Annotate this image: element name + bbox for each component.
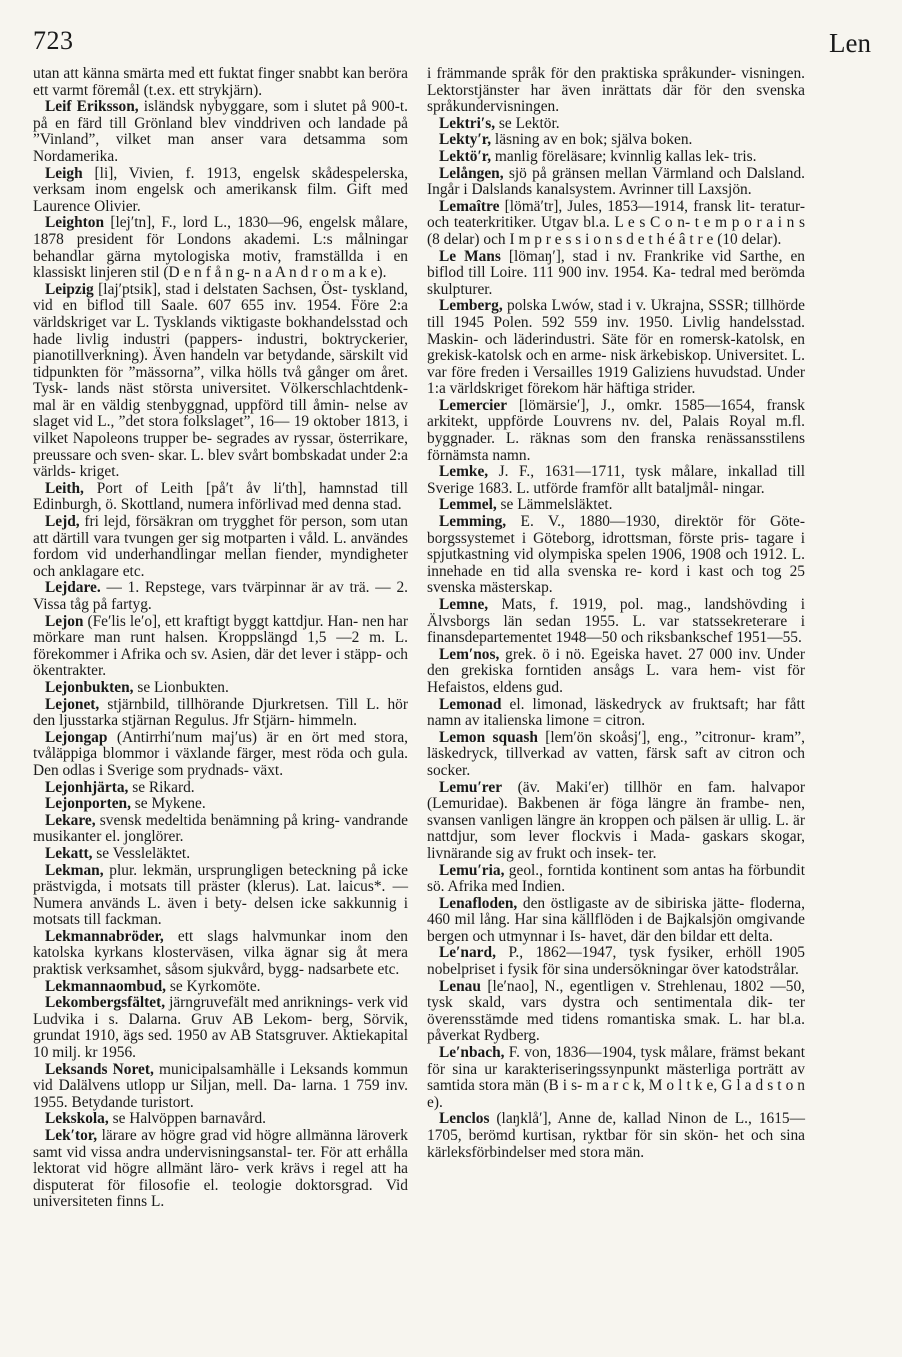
entry-text: se Vessleläktet.: [92, 844, 191, 862]
entry-text: (Antirrhi′num maj′us) är en ört med stora, tvåläppiga blommor i växlande färger, mest röda och gula. Den odlas i Sverige som prydnads- växt.: [33, 728, 408, 779]
right-column: [427, 66, 805, 1161]
entry-text: läsning av en bok; själva boken.: [491, 131, 693, 149]
entry-text: plur. lekmän, ursprungligen beteckning på icke prästvigda, i motsats till präster (klerus). Lat. laicus*. — Numera används L. även i bety- delsen icke sakkunnig i motsats till fackman.: [33, 861, 408, 929]
entry-text: [le′nao], N., egentligen v. Strehlenau, 1802 —50, tysk skald, vars dystra och sentimentala dik- ter överensstämde med tidens romantiska smak. L. har bl.a. påverkat Rydberg.: [427, 977, 805, 1045]
entry-headword: Lemercier: [439, 396, 508, 414]
entry-text: [lömaŋ′], stad i nv. Frankrike vid Sarthe, en biflod till Loire. 111 900 inv. 1954. Ka- tedral med berömda skulpturer.: [427, 247, 805, 298]
dictionary-entry: [427, 166, 805, 199]
dictionary-entry: [33, 282, 408, 481]
entry-headword: Lekatt,: [45, 844, 93, 862]
entry-text: i främmande språk för den praktiska språkunder- visningen. Lektorstjänster har även inrättats där för den svenska språkundervisningen.: [427, 65, 805, 116]
entry-headword: Lemberg,: [439, 297, 503, 315]
entry-headword: Leif Eriksson,: [45, 98, 139, 116]
entry-headword: Leipzig: [45, 280, 94, 298]
entry-text: stjärnbild, tillhörande Djurkretsen. Till L. hör den ljusstarka stjärnan Regulus. Jfr Stjärn- himmeln.: [33, 695, 408, 730]
dictionary-entry: [427, 249, 805, 299]
dictionary-entry: [427, 116, 805, 133]
entry-text: E. V., 1880—1930, direktör för Göte- borgssystemet i Göteborg, idrottsman, förste pris- tagare i spjutkastning vid olympiska spelen 1906, 1908 och 1912. L. innehade en tid alla svenska re- kord i kast och tog 25 svenska mästerskap.: [427, 513, 805, 597]
dictionary-entry: [33, 514, 408, 580]
entry-text: (Fe′lis le′o], ett kraftigt byggt kattdjur. Han- nen har mörkare man runt halsen. Kroppslängd 1,5 —2 m. L. förekommer i Afrika och sv. Asien, där det lever i stäpp- och ökentrakter.: [33, 612, 408, 680]
dictionary-entry: [33, 99, 408, 165]
entry-headword: Leith,: [45, 479, 84, 497]
dictionary-entry: [427, 863, 805, 896]
dictionary-entry: [33, 166, 408, 216]
dictionary-entry: [427, 730, 805, 780]
entry-headword: Lejonporten,: [45, 795, 131, 813]
dictionary-entry: [427, 597, 805, 647]
dictionary-entry: [33, 215, 408, 281]
entry-headword: Lekmannabröder,: [45, 927, 164, 945]
entry-headword: Lek′tor,: [45, 1127, 98, 1144]
entry-headword: Lemon squash: [439, 728, 538, 746]
entry-text: se Rikard.: [128, 778, 195, 796]
entry-text: municipalsamhälle i Leksands kommun vid Dalälvens utlopp ur Siljan, mell. Da- larna. 1 759 inv. 1955. Betydande turistort.: [33, 1060, 408, 1111]
entry-text: [lömärsie′], J., omkr. 1585—1654, fransk arkitekt, uppförde Louvrens nv. del, Palais Royal m.fl. byggnader. L. räknas som den franska renässansstilens förnämsta namn.: [427, 396, 805, 464]
dictionary-entry: [427, 647, 805, 697]
dictionary-entry: [33, 813, 408, 846]
entry-text: sjö på gränsen mellan Värmland och Dalsland. Ingår i Dalslands kanalsystem. Avrinner till Laxsjön.: [427, 164, 805, 199]
entry-headword: Lenafloden,: [439, 894, 518, 912]
entry-headword: Le′nbach,: [439, 1044, 505, 1062]
entry-headword: Lekombergsfältet,: [45, 994, 166, 1012]
dictionary-entry: [427, 514, 805, 597]
entry-headword: Lektö′r,: [439, 147, 492, 165]
entry-text: geol., forntida kontinent som antas ha förbundit sö. Afrika med Indien.: [427, 861, 805, 896]
dictionary-entry: [33, 580, 408, 613]
dictionary-entry: [33, 66, 408, 99]
entry-headword: Lejonet,: [45, 695, 100, 713]
dictionary-entry: [33, 730, 408, 780]
entry-headword: Lemke,: [439, 463, 489, 481]
dictionary-entry: [33, 979, 408, 996]
entry-headword: Lejonhjärta,: [45, 778, 129, 796]
entry-text: [li], Vivien, f. 1913, engelsk skådespelerska, verksam inom engelsk och amerikansk film. Gift med Laurence Olivier.: [33, 164, 408, 215]
entry-headword: Lemu′rer: [439, 778, 503, 796]
entry-headword: Le Mans: [439, 247, 501, 265]
entry-text: se Mykene.: [130, 795, 206, 813]
entry-text: P., 1862—1947, tysk fysiker, erhöll 1905 nobelpriset i fysik för sina undersökningar över katodstrålar.: [427, 944, 805, 979]
entry-text: J. F., 1631—1711, tysk målare, inkallad till Sverige 1683. L. utförde framför allt bataljmål- ningar.: [427, 463, 805, 497]
entry-text: [lömä′tr], Jules, 1853—1914, fransk lit- teratur- och teaterkritiker. Utgav bl.a. L e s C o n- t e m p o r a i n s (8 delar) och I m p r e s s i o n s d e t h é â t r e (10 delar).: [427, 197, 805, 248]
dictionary-entry: [427, 132, 805, 149]
dictionary-entry: [427, 1111, 805, 1161]
entry-text: grek. ö i nö. Egeiska havet. 27 000 inv. Under den grekiska forntiden ansågs L. vara hem- vist för Hefaistos, eldens gud.: [427, 645, 805, 696]
dictionary-entry: [33, 680, 408, 697]
dictionary-entry: [33, 614, 408, 680]
entry-text: ett slags halvmunkar inom den katolska kyrkans klosterväsen, vilka ägnar sig åt mera praktisk verksamhet, såsom sjukvård, bygg- nadsarbete etc.: [33, 927, 408, 979]
entry-headword: Lenau: [439, 977, 481, 995]
entry-text: se Lämmelsläktet.: [496, 496, 613, 514]
entry-headword: Leighton: [45, 214, 105, 232]
entry-headword: Leksands Noret,: [45, 1060, 154, 1078]
entry-headword: Lejdare.: [45, 579, 101, 597]
entry-headword: Lejd,: [45, 513, 80, 531]
entry-text: (äv. Maki′er) tillhör en fam. halvapor (Lemuridae). Bakbenen är föga längre än frambe- nen, svansen vanligen längre än kroppen och pälsen är ullig. L. är nattdjur, som lever flockvis i Mada- gaskars skogar, livnärande sig av frukt och insek- ter.: [427, 778, 805, 862]
page-number: 723: [33, 26, 74, 55]
dictionary-entry: [427, 1045, 805, 1111]
entry-headword: Le′nard,: [439, 944, 496, 962]
left-column: [33, 66, 408, 1211]
entry-text: [lej′tn], F., lord L., 1830—96, engelsk målare, 1878 president för Londons akademi. L:s målningar behandlar gärna mytologiska motiv, framställda i en klassiskt linjeren stil (D e n f å n g- n a A n d r o m a k e).: [33, 214, 408, 282]
entry-headword: Lemaître: [439, 197, 500, 215]
dictionary-entry: [427, 945, 805, 978]
dictionary-entry: [427, 464, 805, 497]
entry-headword: Lekty′r,: [439, 131, 492, 149]
entry-headword: Lektri′s,: [439, 114, 496, 132]
entry-headword: Lemmel,: [439, 496, 497, 514]
dictionary-entry: [427, 199, 805, 249]
entry-text: — 1. Repstege, vars tvärpinnar är av trä. — 2. Vissa tåg på fartyg.: [33, 579, 408, 613]
dictionary-entry: [33, 929, 408, 979]
dictionary-entry: [427, 979, 805, 1045]
entry-headword: Lemu′ria,: [439, 861, 505, 879]
dictionary-entry: [427, 66, 805, 116]
dictionary-entry: [33, 796, 408, 813]
entry-text: [laj′ptsik], stad i delstaten Sachsen, Öst- tyskland, vid en biflod till Saale. 607 655 inv. 1954. Före 2:a världskriget var L. Tysklands viktigaste bokhandelsstad och hade livlig industri (pappers- industri, boktryckerier, pianotillverkning). Även handeln var betydande, särskilt vid tidpunkten för ”mässorna”, vilka hölls två gånger om året. Tysk- lands näst största universitet. Völkerschlachtdenk- mal är en väldig stenbyggnad, uppförd till åmin- nelse av slaget vid L., ”det stora folkslaget”, 16— 19 oktober 1813, i vilket Napoleons trupper be- segrades av ryssar, österrikare, preussare och sven- skar. L. blev svårt bombskadat under 2:a världs- kriget.: [33, 280, 408, 481]
entry-headword: Lelången,: [439, 164, 504, 182]
dictionary-entry: [33, 1111, 408, 1128]
entry-headword: Lejonbukten,: [45, 678, 134, 696]
dictionary-entry: [33, 1128, 408, 1211]
dictionary-entry: [33, 481, 408, 514]
entry-text: se Kyrkomöte.: [166, 977, 261, 995]
entry-text: manlig föreläsare; kvinnlig kallas lek- tris.: [491, 147, 757, 165]
dictionary-entry: [33, 1062, 408, 1112]
dictionary-entry: [427, 780, 805, 863]
entry-headword: Lenclos: [439, 1110, 490, 1128]
entry-headword: Lejon: [45, 612, 84, 630]
entry-headword: Lemne,: [439, 596, 489, 613]
dictionary-entry: [33, 995, 408, 1061]
dictionary-entry: [33, 863, 408, 929]
entry-headword: Lejongap: [45, 728, 108, 746]
entry-text: se Halvöppen barnavård.: [108, 1110, 266, 1128]
entry-text: den östligaste av de sibiriska jätte- floderna, 460 mil lång. Har sina källflöden i de Bajkalsjön omgivande bergen och utmynnar i Is- havet, där den bildar ett delta.: [427, 894, 805, 945]
dictionary-entry: [33, 697, 408, 730]
entry-headword: Lemming,: [439, 513, 507, 531]
entry-text: (laŋklå′], Anne de, kallad Ninon de L., 1615—1705, berömd kurtisan, ryktbar för sin skön- het och sina kärleksförbindelser med stora män.: [427, 1110, 805, 1161]
entry-text: el. limonad, läskedryck av fruktsaft; har fått namn av italienska limone = citron.: [427, 695, 805, 730]
entry-text: se Lektör.: [495, 114, 560, 132]
entry-text: F. von, 1836—1904, tysk målare, främst bekant för sina ur karakteriseringssynpunkt mästerliga porträtt av samtida stora män (B i s- m a r c k, M o l t k e, G l a d s t o n e).: [427, 1044, 805, 1111]
entry-headword: Lekskola,: [45, 1110, 109, 1128]
dictionary-entry: [427, 697, 805, 730]
entry-text: järngruvefält med anriknings- verk vid Ludvika i s. Dalarna. Gruv AB Lekom- berg, Sörvik, grundat 1910, ägs sed. 1950 av AB Statsgruver. Aktiekapital 10 milj. kr 1956.: [33, 994, 408, 1062]
entry-text: lärare av högre grad vid högre allmänna läroverk samt vid vissa andra undervisningsanstal- ter. För att erhålla lektorat vid högre allmänt läro- verk krävs i regel att ha disputerat för filosofie el. teologie doktorsgrad. Vid universiteten finns L.: [33, 1127, 408, 1211]
entry-headword: Lekmannaombud,: [45, 977, 167, 995]
entry-text: polska Lwów, stad i v. Ukrajna, SSSR; tillhörde till 1945 Polen. 592 559 inv. 1950. Livlig handelsstad. Maskin- och läderindustri. Säte för en romersk-katolsk, en grekisk-katolsk och en arme- nisk ärkebiskop. Universitet. L. var före freden i Versailles 1919 Galiziens huvudstad. Under 1:a världskriget förekom här häftiga strider.: [427, 297, 805, 398]
entry-text: isländsk nybyggare, som i slutet på 900-t. på en färd till Grönland blev vinddriven och landade på ”Vinland”, vilket man anser vara detsamma som Nordamerika.: [33, 98, 409, 165]
dictionary-entry: [33, 780, 408, 797]
entry-text: Mats, f. 1919, pol. mag., landshövding i Älvsborgs län sedan 1955. L. var statssekreterare i finansdepartementet 1948—50 och riksbankschef 1951—55.: [427, 596, 805, 647]
entry-headword: Lekman,: [45, 861, 104, 879]
entry-text: Port of Leith [på′t åv li′th], hamnstad till Edinburgh, ö. Skottland, numera införlivad med denna stad.: [33, 479, 408, 514]
entry-text: se Lionbukten.: [133, 678, 229, 696]
entry-headword: Leigh: [45, 164, 83, 182]
dictionary-entry: [427, 497, 805, 514]
dictionary-entry: [427, 398, 805, 464]
entry-text: fri lejd, försäkran om trygghet för person, som utan att därtill vara tvungen ger sig motparten i våld. L. användes fordom vid underhandlingar mellan fiender, myndigheter och anklagare etc.: [33, 513, 408, 580]
running-head: Len: [829, 28, 871, 58]
entry-headword: Lem′nos,: [439, 645, 500, 663]
entry-text: [lem′ön skoåsj′], eng., ”citronur- kram”, läskedryck, tillverkad av vatten, färsk saft av citron och socker.: [427, 728, 805, 779]
dictionary-entry: [427, 149, 805, 166]
dictionary-entry: [427, 298, 805, 398]
dictionary-entry: [427, 896, 805, 946]
entry-text: utan att känna smärta med ett fuktat finger snabbt kan beröra ett varmt föremål (t.ex. ett strykjärn).: [33, 65, 408, 99]
entry-headword: Lekare,: [45, 811, 96, 829]
entry-headword: Lemonad: [439, 695, 502, 713]
dictionary-entry: [33, 846, 408, 863]
entry-text: svensk medeltida benämning på kring- vandrande musikanter el. jonglörer.: [33, 811, 408, 846]
